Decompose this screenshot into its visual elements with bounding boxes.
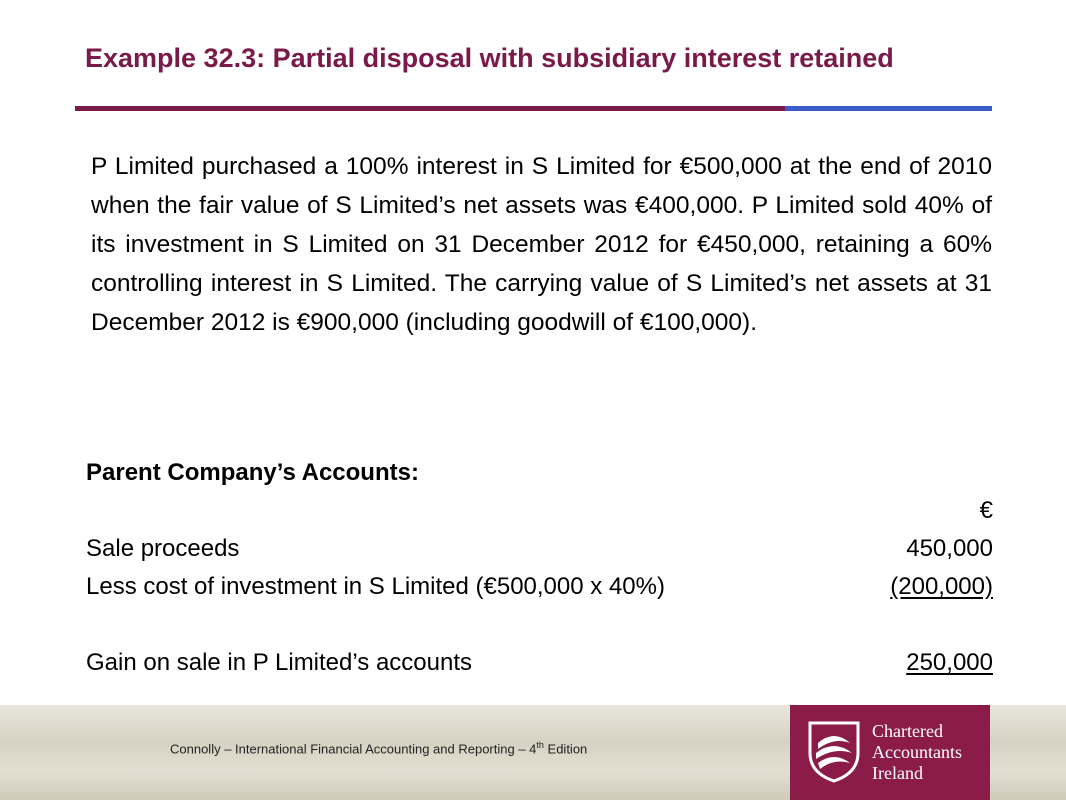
row-label: Gain on sale in P Limited’s accounts bbox=[86, 649, 473, 676]
accounts-heading: Parent Company’s Accounts: bbox=[86, 459, 419, 486]
row-amount: 450,000 bbox=[906, 535, 993, 562]
row-label: Less cost of investment in S Limited (€500,000 x 40%) bbox=[86, 573, 665, 600]
table-row bbox=[86, 530, 993, 568]
currency-row bbox=[86, 492, 993, 530]
title-rule-maroon bbox=[75, 106, 785, 111]
logo-emblem-icon bbox=[804, 719, 864, 783]
row-label: Sale proceeds bbox=[86, 535, 240, 562]
intro-paragraph: P Limited purchased a 100% interest in S Limited for €500,000 at the end of 2010 when the fair value of S Limited’s net assets was €400,000. P Limited sold 40% of its investment in S Limited on 31 December 2012 for €450,000, retaining a 60% controlling interest in S Limited. The carrying value of S Limited’s net assets at 31 December 2012 is €900,000 (including goodwill of €100,000). bbox=[91, 153, 992, 336]
table-row bbox=[86, 568, 993, 644]
slide-title: Example 32.3: Partial disposal with subsidiary interest retained bbox=[85, 43, 894, 73]
title-rule-blue bbox=[785, 106, 992, 111]
table-row bbox=[86, 644, 993, 682]
row-amount: 250,000 bbox=[906, 649, 993, 676]
currency-symbol: € bbox=[979, 497, 993, 524]
logo-line-1: Chartered bbox=[872, 721, 943, 741]
citation-superscript: th bbox=[536, 740, 544, 750]
logo-wordmark bbox=[872, 721, 962, 784]
citation-text: Connolly – International Financial Accounting and Reporting – 4 bbox=[170, 741, 537, 757]
logo-line-3: Ireland bbox=[872, 763, 923, 783]
citation-end: Edition bbox=[543, 741, 588, 757]
footer-band bbox=[0, 705, 1066, 800]
footer-citation bbox=[170, 740, 587, 756]
chartered-accountants-logo bbox=[790, 705, 990, 800]
row-amount: (200,000) bbox=[890, 573, 993, 600]
logo-line-2: Accountants bbox=[872, 742, 962, 762]
